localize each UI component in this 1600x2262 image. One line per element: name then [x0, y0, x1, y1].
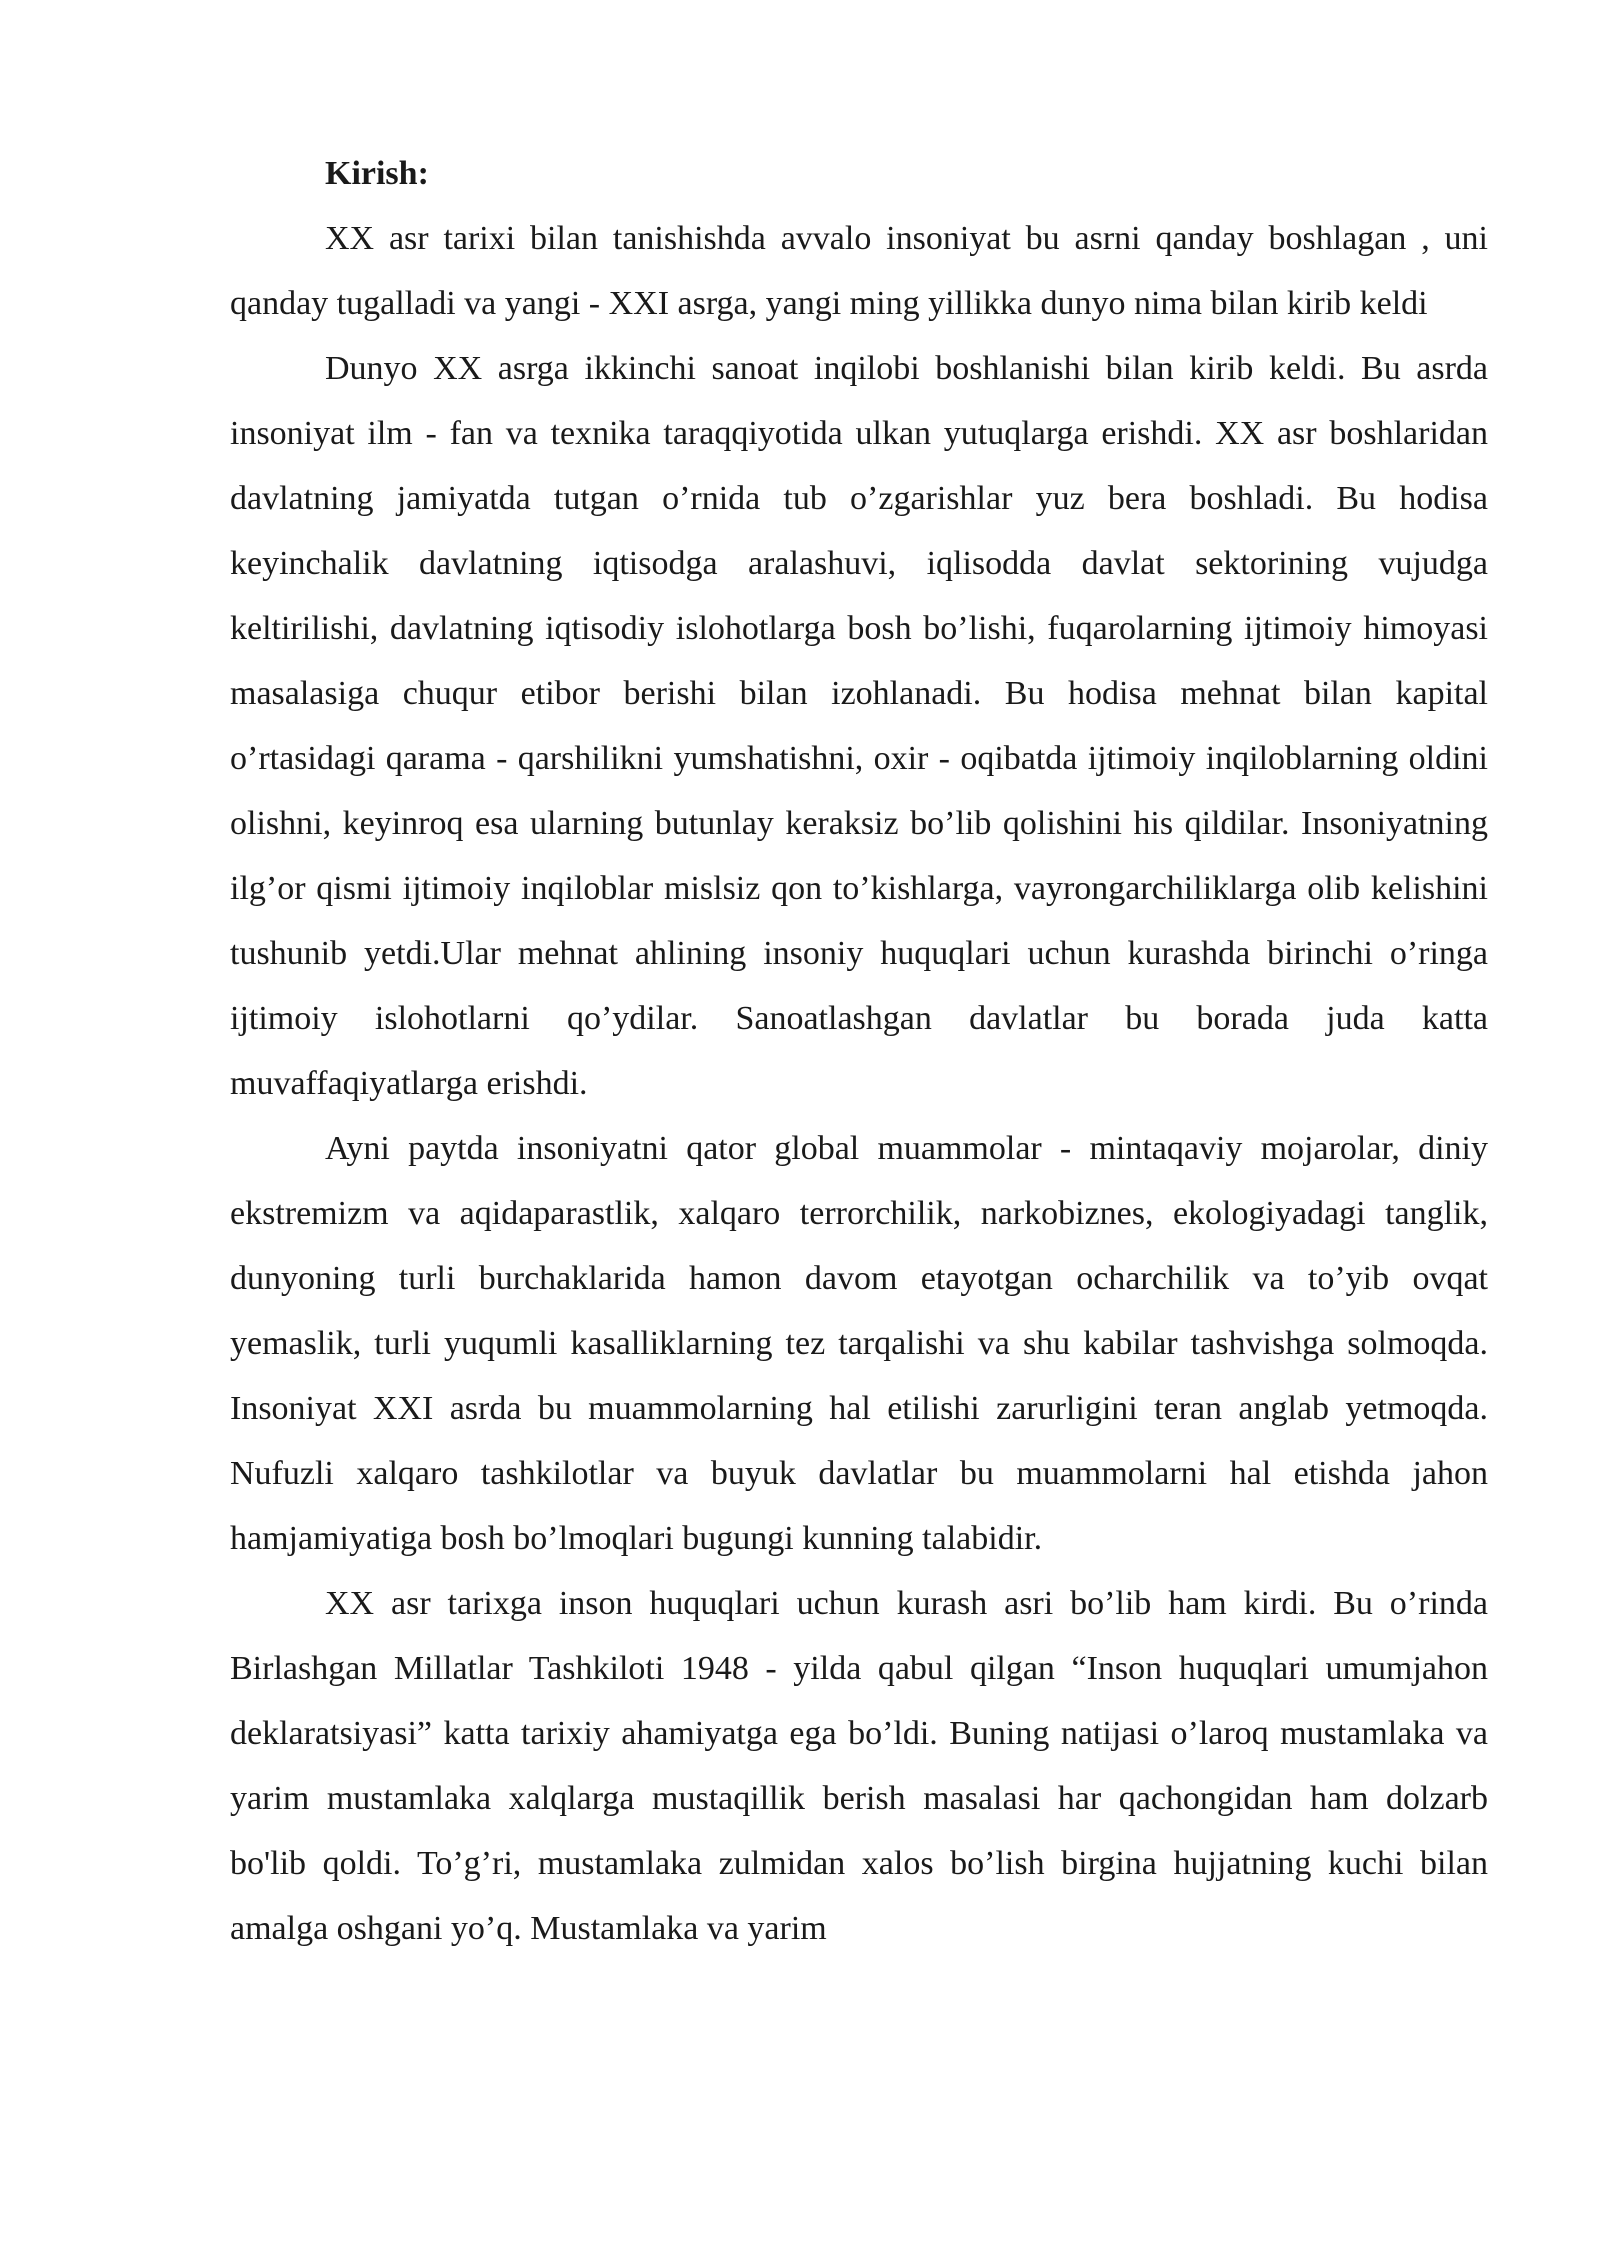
- paragraph: Dunyo XX asrga ikkinchi sanoat inqilobi boshlanishi bilan kirib keldi. Bu asrda insoniyat ilm - fan va texnika taraqqiyotida ulkan yutuqlarga erishdi. XX asr boshlaridan davlatning jamiyatda tutgan o’rnida tub o’zgarishlar yuz bera boshladi. Bu hodisa keyinchalik davlatning iqtisodga aralashuvi, iqlisodda davlat sektorining vujudga keltirilishi, davlatning iqtisodiy islohotlarga bosh bo’lishi, fuqarolarning ijtimoiy himoyasi masalasiga chuqur etibor berishi bilan izohlanadi. Bu hodisa mehnat bilan kapital o’rtasidagi qarama - qarshilikni yumshatishni, oxir - oqibatda ijtimoiy inqiloblarning oldini olishni, keyinroq esa ularning butunlay keraksiz bo’lib qolishini his qildilar. Insoniyatning ilg’or qismi ijtimoiy inqiloblar mislsiz qon to’kishlarga, vayrongarchiliklarga olib kelishini tushunib yetdi.Ular mehnat ahlining insoniy huquqlari uchun kurashda birinchi o’ringa ijtimoiy islohotlarni qo’ydilar. Sanoatlashgan davlatlar bu borada juda katta muvaffaqiyatlarga erishdi.: [230, 350, 1488, 1102]
- section-heading: Kirish:: [325, 155, 429, 192]
- paragraph: XX asr tarixga inson huquqlari uchun kurash asri bo’lib ham kirdi. Bu o’rinda Birlashgan Millatlar Tashkiloti 1948 - yilda qabul qilgan “Inson huquqlari umumjahon deklaratsiyasi” katta tarixiy ahamiyatga ega bo’ldi. Buning natijasi o’laroq mustamlaka va yarim mustamlaka xalqlarga mustaqillik berish masalasi har qachongidan ham dolzarb bo'lib qoldi. To’g’ri, mustamlaka zulmidan xalos bo’lish birgina hujjatning kuchi bilan amalga oshgani yo’q. Mustamlaka va yarim: [230, 1585, 1488, 1947]
- paragraph: Ayni paytda insoniyatni qator global muammolar - mintaqaviy mojarolar, diniy ekstremizm va aqidaparastlik, xalqaro terrorchilik, narkobiznes, ekologiyadagi tanglik, dunyoning turli burchaklarida hamon davom etayotgan ocharchilik va to’yib ovqat yemaslik, turli yuqumli kasalliklarning tez tarqalishi va shu kabilar tashvishga solmoqda. Insoniyat XXI asrda bu muammolarning hal etilishi zarurligini teran anglab yetmoqda. Nufuzli xalqaro tashkilotlar va buyuk davlatlar bu muammolarni hal etishda jahon hamjamiyatiga bosh bo’lmoqlari bugungi kunning talabidir.: [230, 1130, 1488, 1557]
- document-body: [230, 206, 1488, 1961]
- paragraph: XX asr tarixi bilan tanishishda avvalo insoniyat bu asrni qanday boshlagan , uni qanday tugalladi va yangi - XXI asrga, yangi ming yillikka dunyo nima bilan kirib keldi: [230, 220, 1488, 322]
